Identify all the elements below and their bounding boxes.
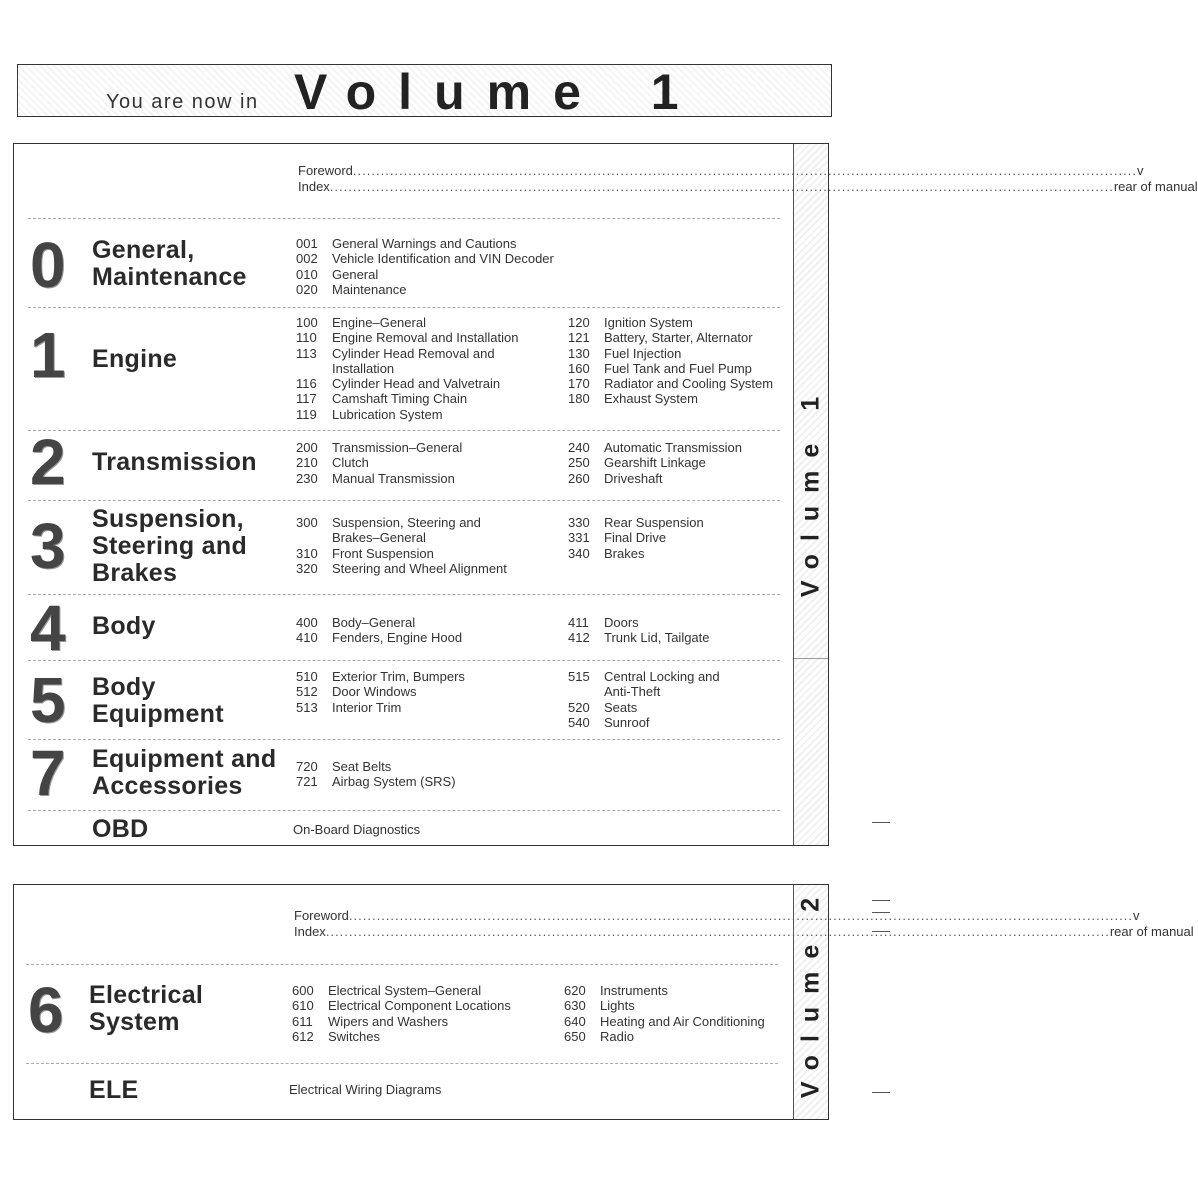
- topic-title: Cylinder Head Removal and: [332, 345, 495, 361]
- topic-title: Ignition System: [604, 315, 693, 330]
- topic-title: Anti-Theft: [604, 684, 661, 700]
- topic-entry[interactable]: [292, 1029, 511, 1044]
- topic-entry[interactable]: [568, 615, 710, 630]
- topic-code: [568, 684, 604, 699]
- topic-code: 610: [292, 998, 314, 1014]
- topic-code: 400: [296, 615, 318, 630]
- topic-entry[interactable]: [568, 361, 773, 376]
- topic-code: 300: [296, 515, 318, 530]
- topic-title: Engine Removal and Installation: [332, 330, 519, 346]
- topic-title: Trunk Lid, Tailgate: [604, 630, 710, 646]
- section-title: Transmission: [92, 448, 257, 476]
- section-number: 3: [30, 510, 66, 582]
- topic-title: Doors: [604, 615, 639, 630]
- section-title: General, Maintenance: [92, 236, 247, 291]
- topic-code: 020: [296, 281, 318, 297]
- topic-entry[interactable]: [296, 561, 507, 576]
- obd-code: OBD: [92, 815, 149, 843]
- topic-entry[interactable]: [568, 530, 704, 545]
- section-4-topics-right: [568, 615, 710, 646]
- section-3-topics-right: [568, 515, 704, 561]
- topic-code: 210: [296, 455, 318, 471]
- topic-code: 117: [296, 391, 317, 407]
- section-2-topics-right: [568, 440, 742, 486]
- topic-title: Suspension, Steering and: [332, 515, 481, 530]
- topic-entry[interactable]: [568, 440, 742, 455]
- topic-code: 721: [296, 774, 318, 790]
- topic-title: Fenders, Engine Hood: [332, 630, 463, 646]
- topic-code: 330: [568, 515, 590, 530]
- topic-code: 230: [296, 470, 318, 486]
- topic-entry[interactable]: [564, 983, 765, 998]
- topic-title: Exterior Trim, Bumpers: [332, 669, 465, 684]
- topic-code: 160: [568, 360, 590, 376]
- topic-entry[interactable]: [296, 759, 456, 774]
- volume-1-front-matter: [298, 163, 1198, 195]
- topic-code: [296, 361, 332, 376]
- topic-code: 611: [292, 1013, 313, 1029]
- foreword-entry[interactable]: Foreword .......................................................................................................................................................................... v: [298, 163, 1144, 178]
- topic-title: Radio: [600, 1028, 634, 1044]
- section-4-topics-left: [296, 615, 462, 646]
- topic-entry[interactable]: [296, 236, 554, 251]
- topic-code: 240: [568, 440, 590, 455]
- topic-entry[interactable]: [568, 471, 742, 486]
- topic-title: Seat Belts: [332, 759, 392, 774]
- topic-entry[interactable]: [296, 615, 462, 630]
- section-number: 2: [30, 426, 66, 498]
- ele-description: Electrical Wiring Diagrams: [289, 1082, 442, 1097]
- topic-title: Front Suspension: [332, 545, 434, 561]
- topic-title: Brakes–General: [332, 530, 426, 546]
- topic-entry[interactable]: [296, 376, 518, 391]
- section-title: Body Equipment: [92, 673, 224, 728]
- topic-title: General Warnings and Cautions: [332, 236, 517, 251]
- section-3-topics-left: [296, 515, 507, 576]
- topic-code: 331: [568, 530, 590, 546]
- topic-entry[interactable]: [296, 391, 518, 406]
- index-entry[interactable]: Index .......................................................................................................................................................................... rear of manual: [294, 924, 1194, 939]
- volume-banner: [17, 64, 832, 120]
- topic-title: Final Drive: [604, 530, 667, 546]
- topic-code: 410: [296, 630, 318, 646]
- topic-title: Battery, Starter, Alternator: [604, 330, 753, 346]
- topic-entry[interactable]: [568, 455, 742, 470]
- topic-title: Lights: [600, 998, 635, 1014]
- topic-entry[interactable]: [296, 669, 465, 684]
- topic-title: Fuel Tank and Fuel Pump: [604, 360, 752, 376]
- section-1-topics-left: [296, 315, 518, 422]
- topic-code: 180: [568, 391, 590, 407]
- section-1-topics-right: [568, 315, 773, 407]
- topic-entry[interactable]: [564, 998, 765, 1013]
- topic-code: 515: [568, 669, 590, 684]
- section-number: 0: [30, 229, 66, 301]
- topic-title: Central Locking and: [604, 669, 720, 684]
- section-title: Suspension, Steering and Brakes: [92, 505, 248, 587]
- topic-entry[interactable]: [296, 700, 465, 715]
- topic-title: Installation: [332, 360, 395, 376]
- topic-code: 540: [568, 714, 590, 730]
- topic-title: Manual Transmission: [332, 470, 455, 486]
- topic-entry[interactable]: [292, 983, 511, 998]
- topic-code: 510: [296, 669, 318, 684]
- section-6-topics-left: [292, 983, 511, 1044]
- topic-entry[interactable]: [296, 361, 518, 376]
- topic-entry[interactable]: [296, 251, 554, 266]
- topic-title: Seats: [604, 699, 638, 715]
- topic-title: Lubrication System: [332, 406, 443, 422]
- topic-title: Door Windows: [332, 684, 417, 700]
- topic-title: Fuel Injection: [604, 345, 682, 361]
- topic-entry[interactable]: [568, 330, 773, 345]
- volume-2-spine-label: Volume 2: [796, 884, 825, 1099]
- section-6-topics-right: [564, 983, 765, 1044]
- topic-code: 001: [296, 236, 318, 251]
- topic-code: 640: [564, 1013, 586, 1029]
- topic-entry[interactable]: [296, 267, 554, 282]
- section-title: Body: [92, 612, 156, 640]
- section-0-topics: [296, 236, 554, 297]
- topic-entry[interactable]: [292, 998, 511, 1013]
- topic-code: 310: [296, 545, 318, 561]
- topic-title: Interior Trim: [332, 699, 402, 715]
- topic-entry[interactable]: [568, 391, 773, 406]
- topic-entry[interactable]: [296, 330, 518, 345]
- banner-lead-text: You are now in: [106, 91, 259, 113]
- topic-title: Electrical Component Locations: [328, 998, 511, 1014]
- topic-entry[interactable]: [296, 471, 462, 486]
- topic-code: 412: [568, 630, 590, 646]
- topic-code: 630: [564, 998, 586, 1014]
- topic-code: 650: [564, 1028, 586, 1044]
- topic-code: 513: [296, 699, 318, 715]
- topic-title: Airbag System (SRS): [332, 774, 456, 790]
- topic-code: 620: [564, 983, 586, 998]
- topic-title: Body–General: [332, 615, 416, 630]
- topic-title: Heating and Air Conditioning: [600, 1013, 765, 1029]
- section-7-topics: [296, 759, 456, 790]
- section-5-topics-left: [296, 669, 465, 715]
- topic-code: 250: [568, 455, 590, 471]
- topic-title: Brakes: [604, 545, 645, 561]
- topic-title: Automatic Transmission: [604, 440, 742, 455]
- topic-code: 520: [568, 699, 590, 715]
- section-number: 7: [30, 737, 66, 809]
- volume-1-spine: [793, 144, 828, 845]
- topic-code: 600: [292, 983, 314, 998]
- topic-title: Transmission–General: [332, 440, 463, 455]
- topic-entry[interactable]: [296, 774, 456, 789]
- topic-entry[interactable]: [568, 669, 720, 684]
- section-2-topics-left: [296, 440, 462, 486]
- obd-description: On-Board Diagnostics: [293, 822, 421, 837]
- topic-title: Exhaust System: [604, 391, 698, 407]
- topic-entry[interactable]: [568, 346, 773, 361]
- topic-code: 100: [296, 315, 318, 330]
- topic-entry[interactable]: [296, 630, 462, 645]
- topic-code: 612: [292, 1028, 314, 1044]
- volume-2-front-matter: [294, 908, 1194, 940]
- topic-entry[interactable]: [296, 315, 518, 330]
- section-number: 6: [28, 974, 64, 1046]
- topic-code: 411: [568, 615, 589, 630]
- topic-code: 200: [296, 440, 318, 455]
- topic-code: 121: [568, 330, 590, 346]
- topic-code: 720: [296, 759, 318, 774]
- topic-code: 113: [296, 345, 317, 361]
- topic-code: 110: [296, 330, 317, 346]
- topic-title: Vehicle Identification and VIN Decoder: [332, 251, 554, 267]
- section-title: Engine: [92, 345, 178, 373]
- topic-title: Sunroof: [604, 714, 650, 730]
- topic-title: Clutch: [332, 455, 369, 471]
- topic-title: Switches: [328, 1028, 381, 1044]
- topic-code: 170: [568, 376, 590, 392]
- topic-entry[interactable]: [564, 1014, 765, 1029]
- section-5-topics-right: [568, 669, 720, 730]
- topic-title: Maintenance: [332, 281, 407, 297]
- topic-entry[interactable]: [296, 346, 518, 361]
- foreword-entry[interactable]: Foreword .......................................................................................................................................................................... v: [294, 908, 1140, 923]
- volume-1-spine-label: Volume 1: [796, 383, 825, 598]
- topic-entry[interactable]: [568, 715, 720, 730]
- topic-entry[interactable]: [296, 546, 507, 561]
- section-title: Equipment and Accessories: [92, 745, 277, 800]
- topic-code: 340: [568, 545, 590, 561]
- topic-entry[interactable]: [568, 376, 773, 391]
- section-title: Electrical System: [89, 981, 204, 1036]
- topic-title: Radiator and Cooling System: [604, 376, 774, 392]
- topic-entry[interactable]: [296, 407, 518, 422]
- topic-code: 320: [296, 560, 318, 576]
- ele-code: ELE: [89, 1076, 139, 1104]
- topic-code: 010: [296, 266, 318, 282]
- topic-title: Wipers and Washers: [328, 1013, 449, 1029]
- topic-entry[interactable]: [296, 455, 462, 470]
- topic-title: Gearshift Linkage: [604, 455, 706, 471]
- topic-entry[interactable]: [568, 515, 704, 530]
- topic-code: 116: [296, 376, 317, 392]
- topic-code: 119: [296, 406, 317, 422]
- topic-code: 130: [568, 345, 590, 361]
- topic-entry[interactable]: [568, 684, 720, 699]
- section-number: 5: [30, 664, 66, 736]
- topic-code: 260: [568, 470, 590, 486]
- banner-volume-title: Volume 1: [294, 64, 701, 120]
- topic-title: Engine–General: [332, 315, 426, 330]
- topic-entry[interactable]: [292, 1014, 511, 1029]
- topic-entry[interactable]: [568, 700, 720, 715]
- topic-entry[interactable]: [296, 530, 507, 545]
- topic-entry[interactable]: [296, 440, 462, 455]
- topic-entry[interactable]: [568, 630, 710, 645]
- topic-title: Steering and Wheel Alignment: [332, 560, 507, 576]
- topic-entry[interactable]: [568, 546, 704, 561]
- topic-code: 512: [296, 684, 318, 700]
- topic-code: [296, 530, 332, 545]
- topic-entry[interactable]: [296, 684, 465, 699]
- topic-entry[interactable]: [296, 282, 554, 297]
- topic-title: Instruments: [600, 983, 668, 998]
- topic-entry[interactable]: [564, 1029, 765, 1044]
- topic-title: Electrical System–General: [328, 983, 482, 998]
- index-entry[interactable]: Index .......................................................................................................................................................................... rear of manual: [298, 179, 1198, 194]
- topic-title: Camshaft Timing Chain: [332, 391, 468, 407]
- topic-title: Cylinder Head and Valvetrain: [332, 376, 501, 392]
- topic-title: Driveshaft: [604, 470, 663, 486]
- topic-title: General: [332, 266, 379, 282]
- section-number: 4: [30, 592, 66, 664]
- topic-code: 002: [296, 251, 318, 267]
- topic-code: 120: [568, 315, 590, 330]
- section-number: 1: [30, 319, 66, 391]
- topic-title: Rear Suspension: [604, 515, 704, 530]
- topic-entry[interactable]: [296, 515, 507, 530]
- topic-entry[interactable]: [568, 315, 773, 330]
